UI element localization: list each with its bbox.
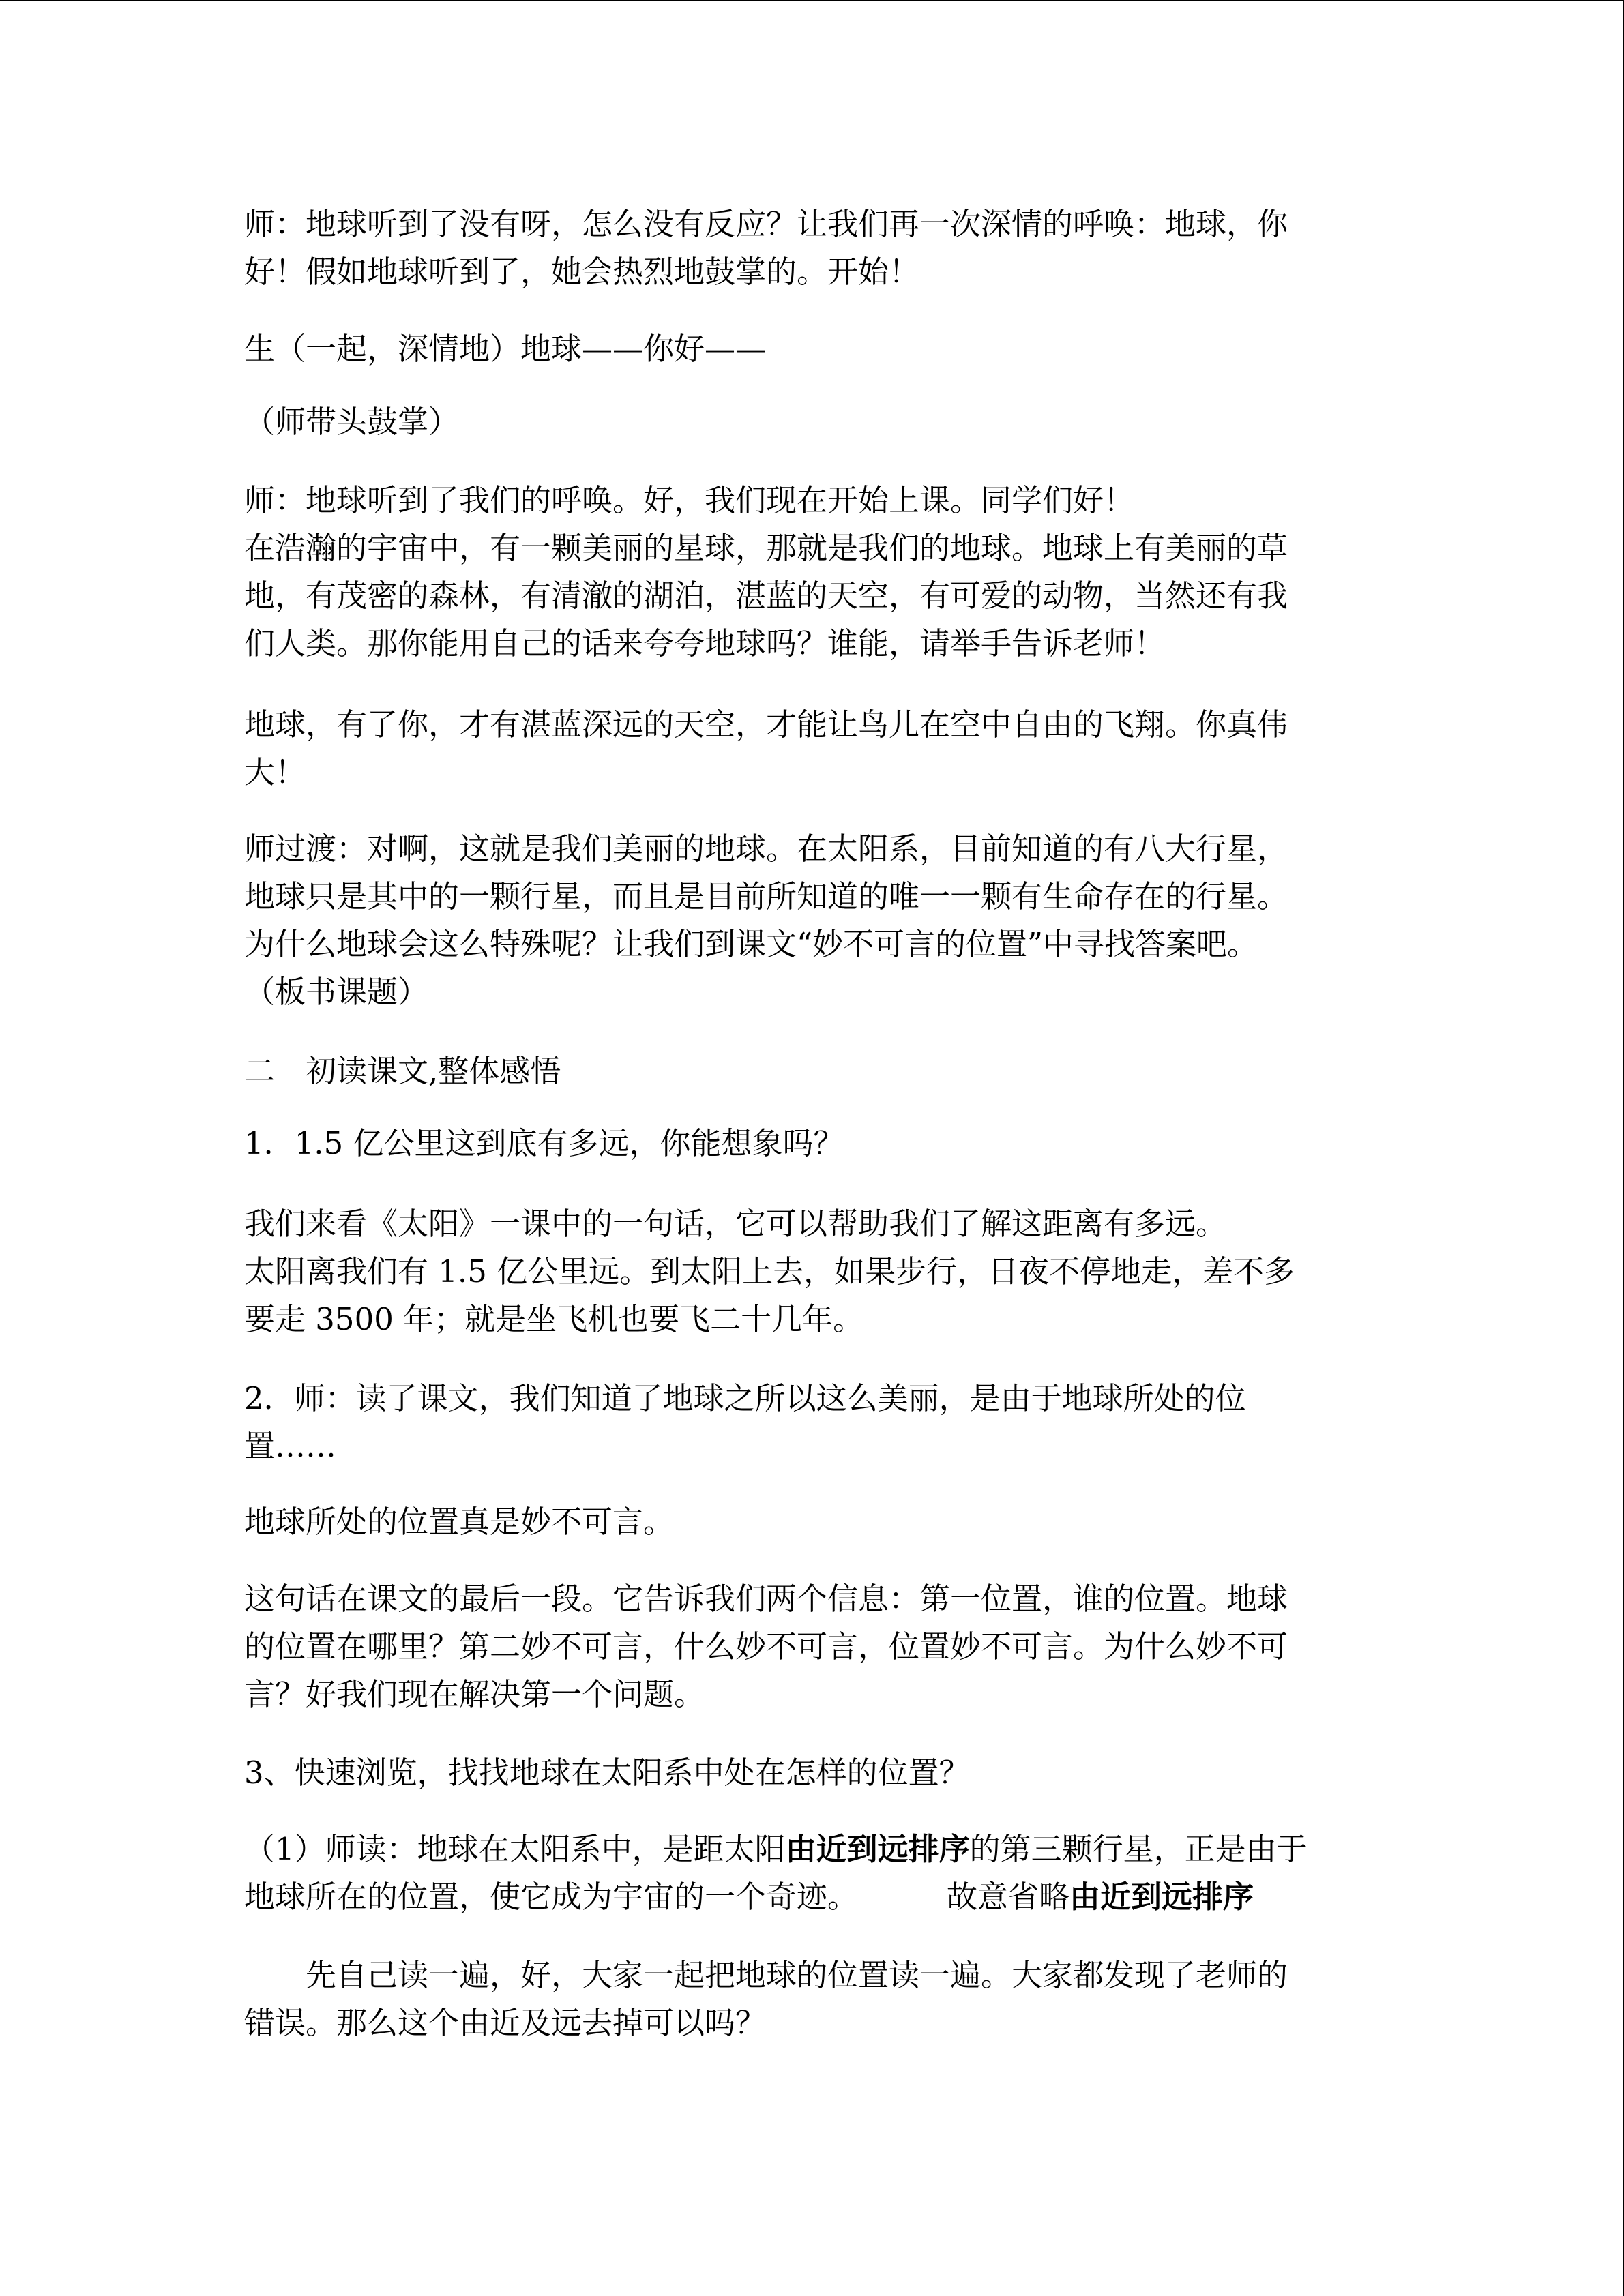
text-line: 师：地球听到了我们的呼唤。好，我们现在开始上课。同学们好！ xyxy=(244,482,1135,518)
text-line: 地球，有了你，才有湛蓝深远的天空，才能让鸟儿在空中自由的飞翔。你真伟 xyxy=(244,706,1288,743)
text-line: 大！ xyxy=(244,754,306,790)
text-line: 师：地球听到了没有呀，怎么没有反应？让我们再一次深情的呼唤：地球，你 xyxy=(244,206,1288,242)
text-line: 我们来看《太阳》一课中的一句话，它可以帮助我们了解这距离有多远。 xyxy=(244,1206,1227,1242)
text-line xyxy=(244,1825,1376,1873)
emphasis-text: 由近到远排序 xyxy=(785,1831,970,1867)
emphasis-text: 由近到远排序 xyxy=(1069,1879,1254,1915)
text-run: 故意省略 xyxy=(947,1879,1070,1915)
paragraph xyxy=(244,701,1376,796)
paragraph xyxy=(244,1749,1376,1797)
text-line xyxy=(244,1952,1376,1999)
text-line: 地球所处的位置真是妙不可言。 xyxy=(244,1504,675,1540)
text-line: 师过渡：对啊，这就是我们美丽的地球。在太阳系，目前知道的有八大行星， xyxy=(244,831,1288,867)
paragraph xyxy=(244,477,1376,668)
paragraph xyxy=(244,200,1376,296)
text-line: 言？好我们现在解决第一个问题。 xyxy=(244,1676,705,1712)
paragraph xyxy=(244,1825,1376,1921)
section-heading xyxy=(244,1047,1376,1095)
text-line: 置…… xyxy=(244,1428,337,1464)
text-line: （板书课题） xyxy=(244,974,429,1010)
text-line: 在浩瀚的宇宙中，有一颗美丽的星球，那就是我们的地球。地球上有美丽的草 xyxy=(244,530,1288,566)
text-line: 1．1.5 亿公里这到底有多远，你能想象吗？ xyxy=(244,1125,844,1161)
paragraph xyxy=(244,1120,1376,1167)
text-line: 们人类。那你能用自己的话来夸夸地球吗？谁能，请举手告诉老师！ xyxy=(244,625,1166,661)
text-line: 太阳离我们有 1.5 亿公里远。到太阳上去，如果步行，日夜不停地走，差不多 xyxy=(244,1253,1295,1289)
text-line: 错误。那么这个由近及远去掉可以吗？ xyxy=(244,2005,767,2041)
paragraph xyxy=(244,825,1376,1016)
text-line: 为什么地球会这么特殊呢？让我们到课文“妙不可言的位置”中寻找答案吧。 xyxy=(244,926,1258,962)
text-run: 的第三颗行星，正是由于 xyxy=(969,1831,1308,1867)
text-line: 地球只是其中的一颗行星，而且是目前所知道的唯一一颗有生命存在的行星。 xyxy=(244,878,1288,914)
text-line: 2．师：读了课文，我们知道了地球之所以这么美丽，是由于地球所处的位 xyxy=(244,1380,1246,1416)
paragraph xyxy=(244,1952,1376,2047)
text-line: （师带头鼓掌） xyxy=(244,404,460,440)
text-line: 二 初读课文,整体感悟 xyxy=(244,1053,561,1089)
paragraph xyxy=(244,398,1376,446)
text-run: 先自己读一遍，好，大家一起把地球的位置读一遍。大家都发现了老师的 xyxy=(306,1957,1288,1993)
text-line: 3、快速浏览，找找地球在太阳系中处在怎样的位置？ xyxy=(244,1755,970,1791)
paragraph xyxy=(244,1575,1376,1718)
text-line: 这句话在课文的最后一段。它告诉我们两个信息：第一位置，谁的位置。地球 xyxy=(244,1581,1288,1617)
text-line: 地，有茂密的森林，有清澈的湖泊，湛蓝的天空，有可爱的动物，当然还有我 xyxy=(244,578,1288,614)
paragraph xyxy=(244,1375,1376,1470)
paragraph xyxy=(244,325,1376,373)
paragraph xyxy=(244,1200,1376,1343)
text-line: 要走 3500 年；就是坐飞机也要飞二十几年。 xyxy=(244,1301,864,1337)
text-line: 好！假如地球听到了，她会热烈地鼓掌的。开始！ xyxy=(244,254,920,290)
text-line: 的位置在哪里？第二妙不可言，什么妙不可言，位置妙不可言。为什么妙不可 xyxy=(244,1628,1288,1665)
text-line: 生（一起，深情地）地球——你好—— xyxy=(244,331,767,367)
text-run: （1）师读：地球在太阳系中，是距太阳 xyxy=(244,1831,786,1867)
paragraph xyxy=(244,1498,1376,1546)
text-line xyxy=(244,1873,1376,1921)
text-run: 地球所在的位置，使它成为宇宙的一个奇迹。 xyxy=(244,1879,859,1915)
